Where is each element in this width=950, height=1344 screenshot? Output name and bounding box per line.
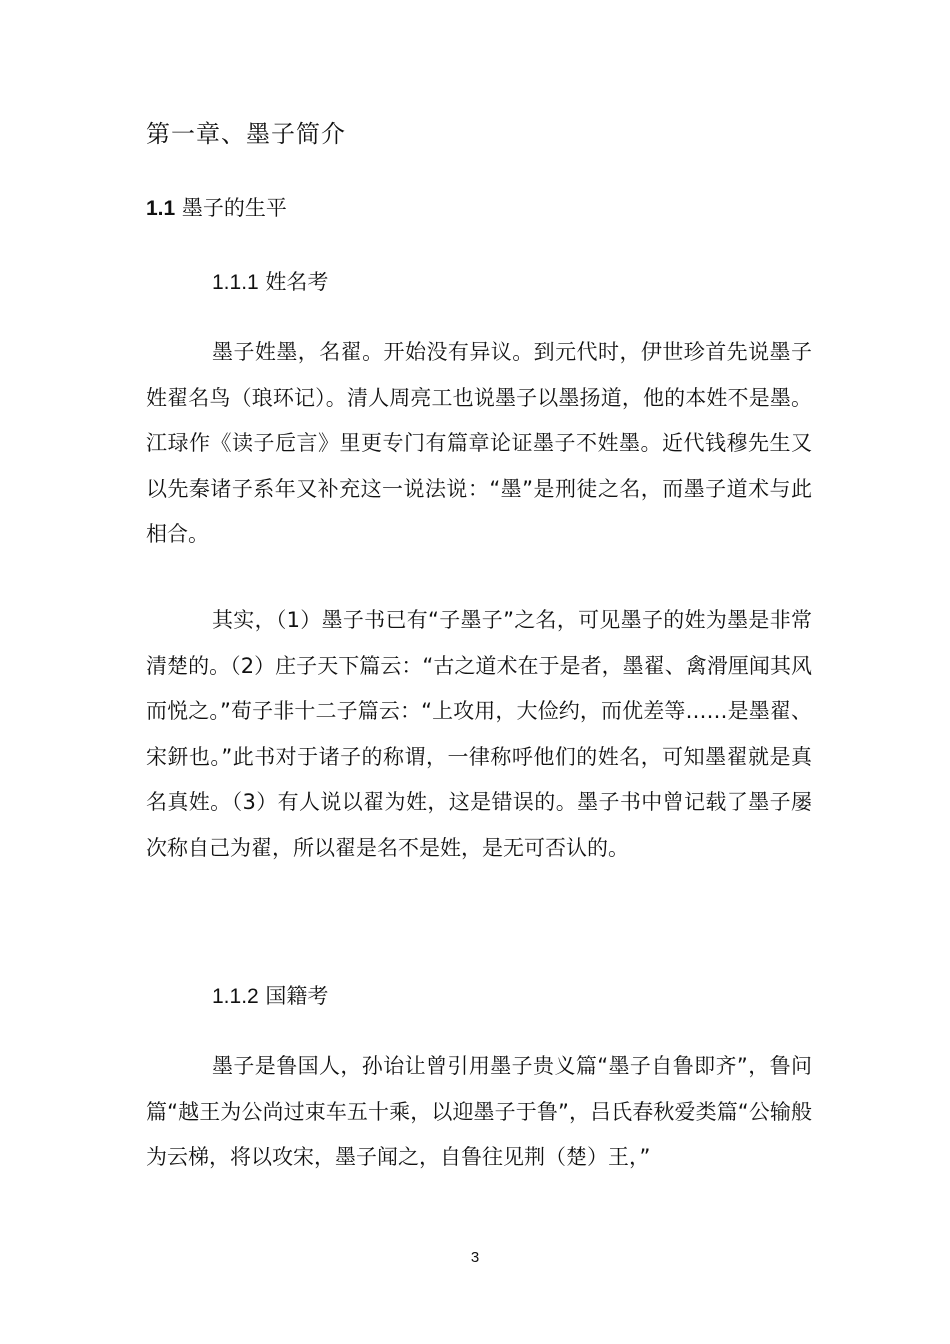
subsection-number: 1.1.2 xyxy=(212,985,259,1008)
subsection-title: 姓名考 xyxy=(265,270,329,294)
section-title: 墨子的生平 xyxy=(181,196,287,220)
subsection-number: 1.1.1 xyxy=(212,271,259,294)
page-number: 3 xyxy=(470,1249,480,1266)
subsection-heading-name xyxy=(212,266,328,299)
paragraph-nationality: 墨子是鲁国人，孙诒让曾引用墨子贵义篇“墨子自鲁即齐”，鲁问篇“越王为公尚过束车五十乘，以迎墨子于鲁”，吕氏春秋爱类篇“公输般为云梯，将以攻宋，墨子闻之，自鲁往见荆（楚）王，” xyxy=(146,1054,812,1169)
chapter-title: 第一章、墨子简介 xyxy=(146,120,346,148)
subsection-title: 国籍考 xyxy=(265,984,329,1008)
paragraph-name-origin: 墨子姓墨，名翟。开始没有异议。到元代时，伊世珍首先说墨子姓翟名鸟（琅环记）。清人周亮工也说墨子以墨扬道，他的本姓不是墨。江琭作《读子卮言》里更专门有篇章论证墨子不姓墨。近代钱穆先生又以先秦诸子系年又补充这一说法说：“墨”是刑徒之名，而墨子道术与此相合。 xyxy=(146,340,812,546)
subsection-heading-nationality xyxy=(212,980,328,1013)
paragraph-name-evidence: 其实，（1）墨子书已有“子墨子”之名，可见墨子的姓为墨是非常清楚的。（2）庄子天下篇云：“古之道术在于是者，墨翟、禽滑厘闻其风而悦之。”荀子非十二子篇云：“上攻用，大俭约，而优差等……是墨翟、宋鈃也。”此书对于诸子的称谓，一律称呼他们的姓名，可知墨翟就是真名真姓。（3）有人说以翟为姓，这是错误的。墨子书中曾记载了墨子屡次称自己为翟，所以翟是名不是姓，是无可否认的。 xyxy=(146,608,812,860)
section-number: 1.1 xyxy=(146,197,176,220)
section-heading xyxy=(146,192,287,225)
